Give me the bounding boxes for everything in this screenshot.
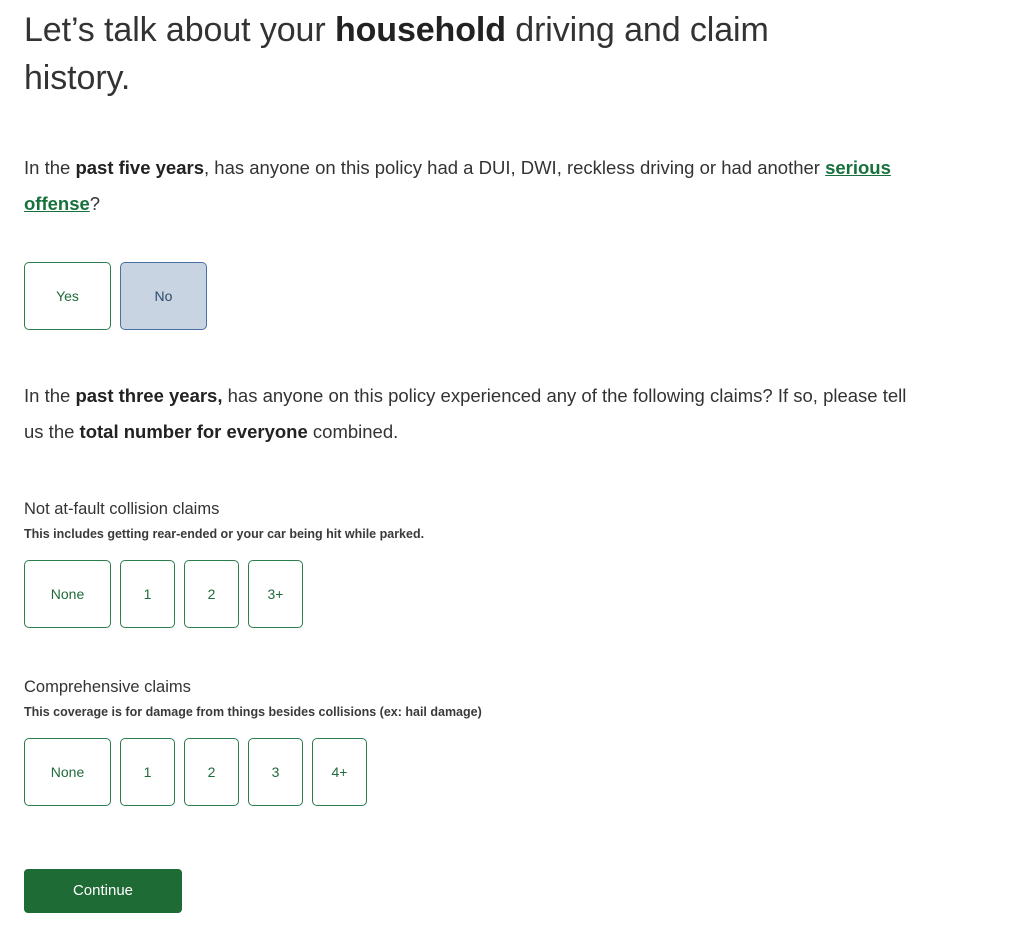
page-title-part2: driving and claim history. <box>24 11 769 98</box>
q2-text-before: In the <box>24 384 76 406</box>
option-yes[interactable]: Yes <box>24 262 111 330</box>
page-title <box>24 0 854 103</box>
comprehensive-option-4plus[interactable]: 4+ <box>312 738 367 806</box>
page-title-emphasis: household <box>334 11 506 49</box>
option-no[interactable]: No <box>120 262 207 330</box>
serious-offense-options <box>24 262 1000 330</box>
continue-button-wrapper <box>24 869 1000 933</box>
group-comprehensive-claims <box>24 678 1000 806</box>
q1-text-before: In the <box>24 156 76 178</box>
comprehensive-claim-options <box>24 738 1000 806</box>
group-title-collision: Not at-fault collision claims <box>24 499 220 518</box>
collision-option-3plus[interactable]: 3+ <box>248 560 303 628</box>
q2-bold-total: total number for everyone <box>79 420 308 442</box>
q2-text-middle: has anyone on this policy experienced any of the following claims? If so, please tell us the <box>24 384 907 442</box>
q2-text-after: combined. <box>307 420 399 442</box>
page-title-part1: Let’s talk about your <box>24 11 335 49</box>
serious-offense-link[interactable]: serious offense <box>24 156 891 214</box>
collision-option-2[interactable]: 2 <box>184 560 239 628</box>
continue-button[interactable]: Continue <box>24 869 182 913</box>
collision-option-1[interactable]: 1 <box>120 560 175 628</box>
collision-claim-options <box>24 560 1000 628</box>
comprehensive-option-3[interactable]: 3 <box>248 738 303 806</box>
q1-text-after: ? <box>89 192 101 214</box>
group-title-comprehensive: Comprehensive claims <box>24 677 191 696</box>
question-claims-intro <box>24 378 924 450</box>
comprehensive-option-1[interactable]: 1 <box>120 738 175 806</box>
comprehensive-option-2[interactable]: 2 <box>184 738 239 806</box>
comprehensive-option-none[interactable]: None <box>24 738 111 806</box>
q1-bold-timeframe: past five years <box>75 156 204 178</box>
collision-option-none[interactable]: None <box>24 560 111 628</box>
q1-text-middle: , has anyone on this policy had a DUI, DWI, reckless driving or had another <box>204 156 826 178</box>
q2-bold-timeframe: past three years, <box>75 384 223 406</box>
question-serious-offense <box>24 150 924 222</box>
group-not-at-fault-collision <box>24 500 1000 628</box>
group-subtitle-comprehensive: This coverage is for damage from things besides collisions (ex: hail damage) <box>24 704 482 719</box>
group-subtitle-collision: This includes getting rear-ended or your car being hit while parked. <box>24 526 425 541</box>
